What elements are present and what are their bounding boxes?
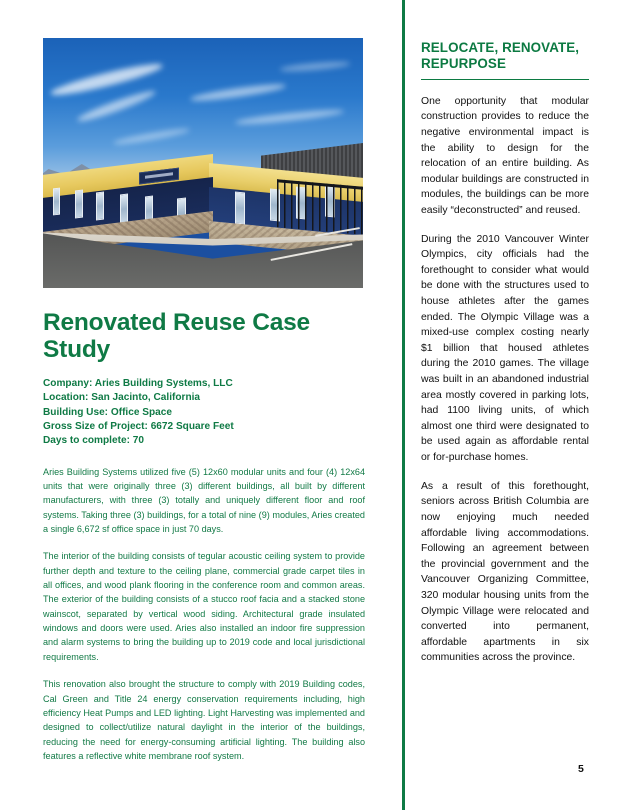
- window: [53, 188, 60, 216]
- left-paragraph-1: Aries Building Systems utilized five (5) 12x60 modular units and four (4) 12x64 units that were originally three (3) different buildings, all built by different manufacturers, with three (3) totally and uniquely different floor and roof systems. Taking three (3) buildings, for a total of nine (9) modules, Aries created a single 6,672 sf office space in just 70 days.: [43, 466, 365, 534]
- fact-location: Location: San Jacinto, California: [43, 392, 201, 404]
- iron-fence: [277, 179, 363, 234]
- right-paragraph-2: During the 2010 Vancouver Winter Olympics, city officials had the forethought to consider what would be done with the structures used to house athletes after the games ended. The Olympic Village was a mixed-use complex costing nearly $1 billion that housed athletes during the 2010 games. The village was built in an abandoned industrial area mostly covered in parking lots, had 1100 living units, of which almost one third were designated to be used again as affordable rental or for-purchase homes.: [421, 233, 589, 464]
- window: [120, 193, 128, 224]
- sidebar-heading-rule: [421, 79, 589, 80]
- case-study-facts: [43, 377, 365, 449]
- page-number: 5: [578, 763, 584, 775]
- right-paragraph-3: As a result of this forethought, seniors across British Columbia are now enjoying much needed affordable living accommodations. Following an agreement between the provincial government and the Vancouver Organizing Committee, 320 modular housing units from the Olympic Village were relocated and converted into permanent, affordable apartments in six communities across the province.: [421, 480, 589, 664]
- left-paragraph-3: This renovation also brought the structure to comply with 2019 Building codes, Cal Green and Title 24 energy conservation requirements including, high efficiency Heat Pumps and LED lighting. Light Harvesting was implemented and designed to collect/utilize natural daylight in the interior of the buildings, reducing the need for energy-consuming artificial lighting. The building also features a reflective white membrane roof system.: [43, 679, 365, 761]
- window: [75, 189, 83, 218]
- fact-building-use: Building Use: Office Space: [43, 406, 173, 418]
- case-study-title: Renovated Reuse Case Study: [43, 309, 310, 363]
- fact-gross-size: Gross Size of Project: 6672 Square Feet: [43, 420, 234, 432]
- fact-company: Company: Aries Building Systems, LLC: [43, 377, 233, 389]
- window: [235, 191, 245, 224]
- fact-days: Days to complete: 70: [43, 435, 144, 447]
- left-column: [43, 38, 365, 772]
- column-divider-rule: [402, 0, 405, 810]
- sidebar-heading: RELOCATE, RENOVATE, REPURPOSE: [421, 40, 580, 72]
- right-column: [421, 40, 589, 676]
- case-study-photo: [43, 38, 363, 288]
- left-paragraph-2: The interior of the building consists of tegular acoustic ceiling system to provide further depth and texture to the ceiling plane, commercial grade carpet tiles in all offices, and wood plank flooring in the conference room and common areas. The exterior of the building consists of a stucco roof facia and a stacked stone wainscot, separated by vertical wood siding. Architectural grade insulated windows and doors were used. Aries also installed an indoor fire suppression and alarm systems to bring the building up to 2019 code and local jurisdictional requirements.: [43, 551, 365, 662]
- window: [96, 191, 104, 220]
- right-paragraph-1: One opportunity that modular construction provides to reduce the negative environmental impact is the ability to design for the relocation of an entire building. As modular buildings are constructed in modules, the buildings can be more easily “deconstructed” and reused.: [421, 95, 589, 216]
